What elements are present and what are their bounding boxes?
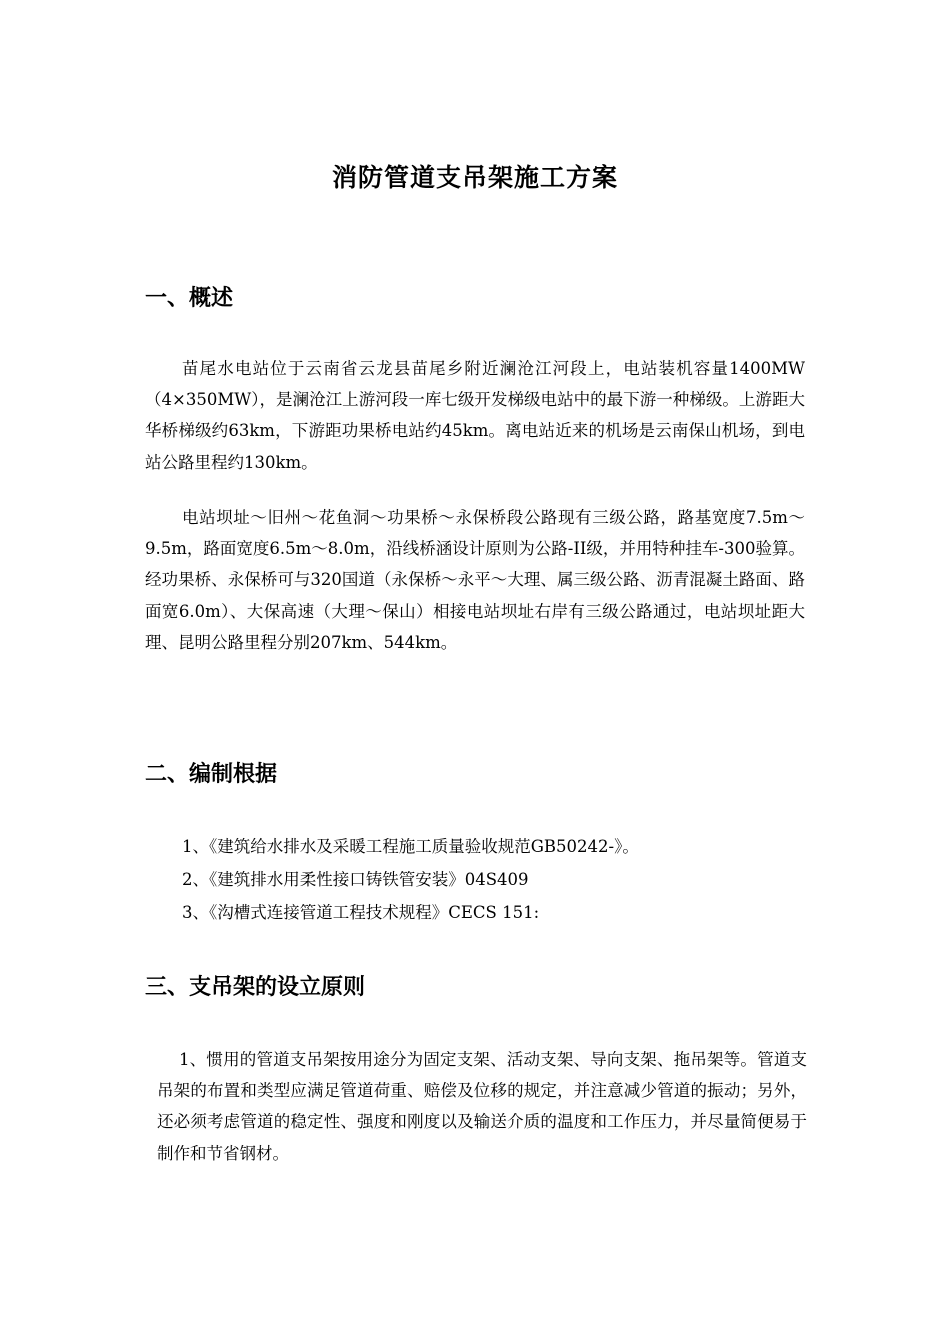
overview-paragraph-2: 电站坝址～旧州～花鱼洞～功果桥～永保桥段公路现有三级公路，路基宽度7.5m～9.5m，路面宽度6.5m～8.0m，沿线桥涵设计原则为公路-II级，并用特种挂车-300验算。经功果桥、永保桥可与320国道（永保桥～永平～大理、属三级公路、沥青混凝土路面、路面宽6.0m）、大保高速（大理～保山）相接电站坝址右岸有三级公路通过，电站坝址距大理、昆明公路里程分别207km、544km。 <box>145 508 805 652</box>
section-heading-overview: 一、概述 <box>145 286 234 311</box>
basis-list <box>182 830 639 929</box>
section-heading-basis: 二、编制根据 <box>145 762 278 787</box>
overview-paragraph-1: 苗尾水电站位于云南省云龙县苗尾乡附近澜沧江河段上，电站装机容量1400MW（4×350MW），是澜沧江上游河段一库七级开发梯级电站中的最下游一种梯级。上游距大华桥梯级约63km，下游距功果桥电站约45km。离电站近来的机场是云南保山机场，到电站公路里程约130km。 <box>145 359 805 472</box>
basis-list-item: 1、《建筑给水排水及采暖工程施工质量验收规范GB50242-》。 <box>182 837 639 856</box>
principles-paragraph-1: 1、惯用的管道支吊架按用途分为固定支架、活动支架、导向支架、拖吊架等。管道支吊架的布置和类型应满足管道荷重、赔偿及位移的规定，并注意减少管道的振动；另外，还必须考虑管道的稳定性、强度和刚度以及输送介质的温度和工作压力，并尽量简便易于制作和节省钢材。 <box>157 1050 807 1163</box>
document-title: 消防管道支吊架施工方案 <box>331 163 618 192</box>
basis-list-item: 2、《建筑排水用柔性接口铸铁管安装》04S409 <box>182 870 529 889</box>
basis-list-item: 3、《沟槽式连接管道工程技术规程》CECS 151: <box>182 903 540 922</box>
section-heading-principles: 三、支吊架的设立原则 <box>145 975 366 1000</box>
